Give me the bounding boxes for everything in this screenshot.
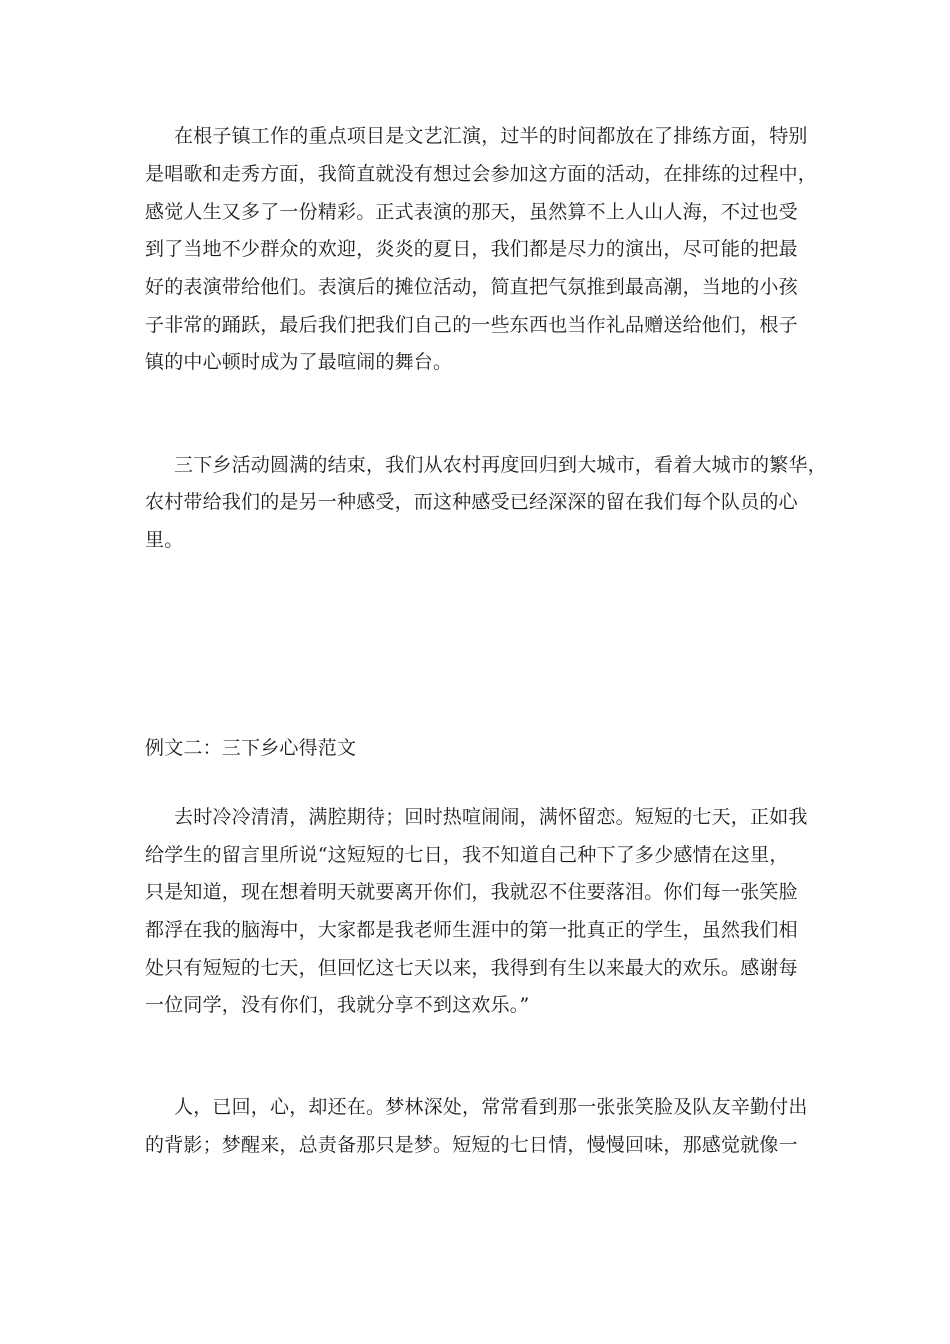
- paragraph-line: 都浮在我的脑海中，大家都是我老师生涯中的第一批真正的学生，虽然我们相: [145, 919, 798, 941]
- paragraph-line: 去时冷冷清清，满腔期待；回时热喧闹闹，满怀留恋。短短的七天，正如我: [174, 806, 808, 828]
- paragraph-line: 感觉人生又多了一份精彩。正式表演的那天，虽然算不上人山人海，不过也受: [145, 201, 798, 223]
- paragraph-line: 好的表演带给他们。表演后的摊位活动，简直把气氛推到最高潮，当地的小孩: [145, 276, 798, 298]
- paragraph-line: 的背影；梦醒来，总责备那只是梦。短短的七日情，慢慢回味，那感觉就像一: [145, 1134, 798, 1156]
- paragraph-line: 人，已回，心，却还在。梦林深处，常常看到那一张张笑脸及队友辛勤付出: [174, 1096, 808, 1118]
- paragraph-line: 只是知道，现在想着明天就要离开你们，我就忍不住要落泪。你们每一张笑脸: [145, 881, 798, 903]
- paragraph-line: 给学生的留言里所说“这短短的七日，我不知道自己种下了多少感情在这里，: [145, 844, 789, 866]
- paragraph-line: 在根子镇工作的重点项目是文艺汇演，过半的时间都放在了排练方面，特别: [174, 125, 808, 147]
- paragraph-line: 三下乡活动圆满的结束，我们从农村再度回归到大城市，看着大城市的繁华，: [174, 454, 827, 476]
- paragraph-line: 处只有短短的七天，但回忆这七天以来，我得到有生以来最大的欢乐。感谢每: [145, 957, 798, 979]
- paragraph-line: 镇的中心顿时成为了最喧闹的舞台。: [145, 351, 453, 373]
- paragraph-line: 子非常的踊跃，最后我们把我们自己的一些东西也当作礼品赠送给他们，根子: [145, 314, 798, 336]
- paragraph-line: 农村带给我们的是另一种感受，而这种感受已经深深的留在我们每个队员的心: [145, 491, 798, 513]
- paragraph-line: 到了当地不少群众的欢迎，炎炎的夏日，我们都是尽力的演出，尽可能的把最: [145, 238, 798, 260]
- paragraph-line: 是唱歌和走秀方面，我简直就没有想过会参加这方面的活动，在排练的过程中，: [145, 163, 818, 185]
- paragraph-line: 一位同学，没有你们，我就分享不到这欢乐。”: [145, 994, 530, 1016]
- section-heading: 例文二：三下乡心得范文: [145, 737, 357, 759]
- paragraph-line: 里。: [145, 529, 184, 551]
